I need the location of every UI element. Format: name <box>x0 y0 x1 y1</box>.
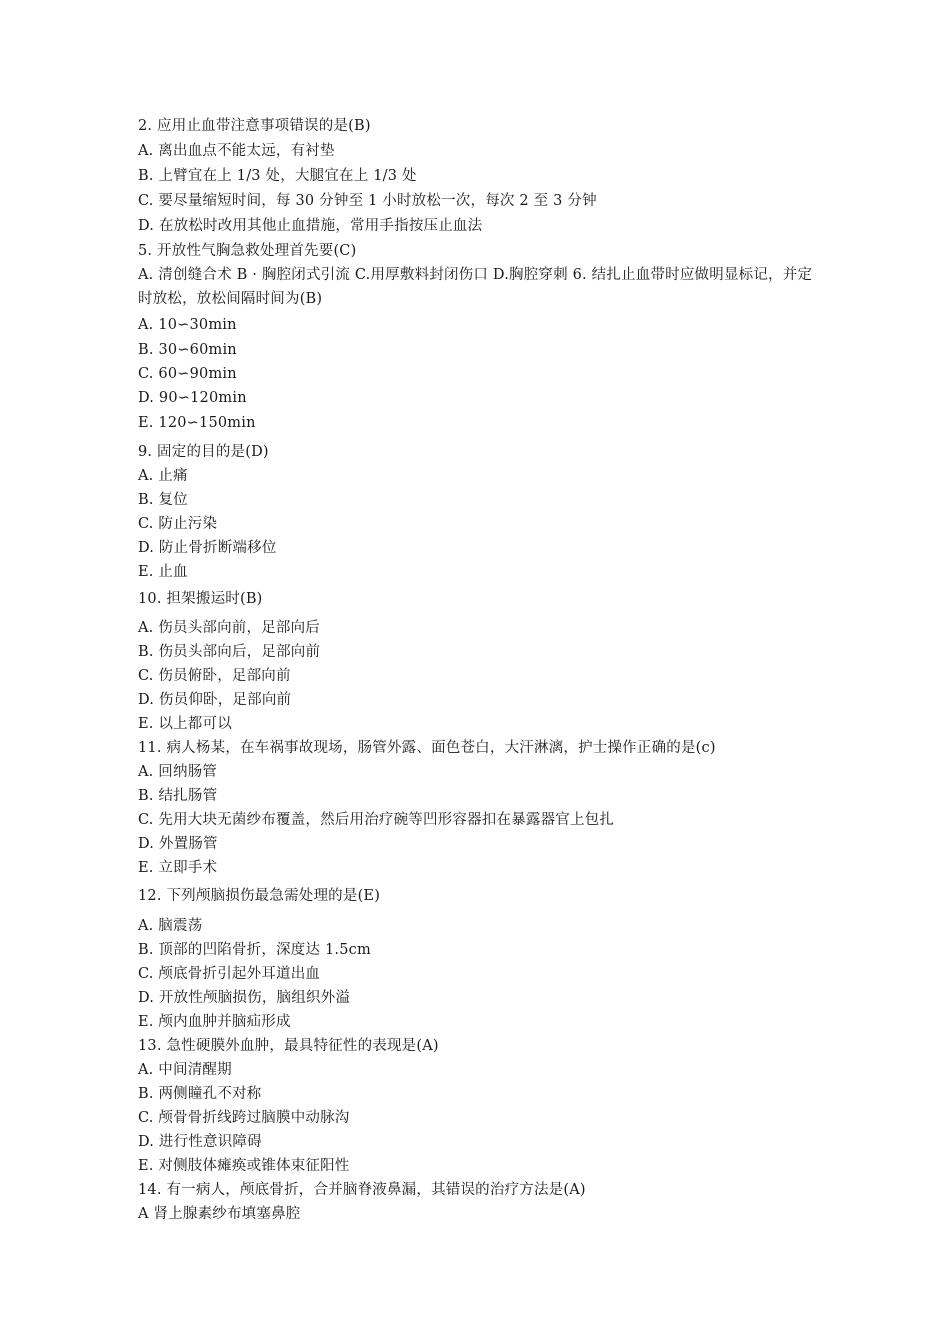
option-b: B. 两侧瞳孔不对称 <box>138 1086 262 1102</box>
question-2: 2. 应用止血带注意事项错误的是(B) <box>138 118 371 134</box>
option-a: A. 止痛 <box>138 468 188 484</box>
option-d: D. 外置肠管 <box>138 836 218 852</box>
option-c: C. 颅底骨折引起外耳道出血 <box>138 966 321 982</box>
option-d: D. 伤员仰卧，足部向前 <box>138 692 292 708</box>
option-a: A. 脑震荡 <box>138 918 203 934</box>
option-b: B. 顶部的凹陷骨折，深度达 1.5cm <box>138 942 371 958</box>
option-d: D. 开放性颅脑损伤，脑组织外溢 <box>138 990 351 1006</box>
question-9: 9. 固定的目的是(D) <box>138 444 269 460</box>
option-e: E. 颅内血肿并脑疝形成 <box>138 1014 291 1030</box>
option-a: A. 伤员头部向前，足部向后 <box>138 620 320 636</box>
option-c: C. 要尽量缩短时间，每 30 分钟至 1 小时放松一次，每次 2 至 3 分钟 <box>138 193 597 209</box>
question-11: 11. 病人杨某，在车祸事故现场，肠管外露、面色苍白，大汗淋漓，护士操作正确的是(c) <box>138 740 716 756</box>
option-b: B. 30∽60min <box>138 342 237 358</box>
option-a: A. 中间清醒期 <box>138 1062 232 1078</box>
option-e: E. 以上都可以 <box>138 716 232 732</box>
option-a: A. 10∽30min <box>138 317 237 333</box>
question-14: 14. 有一病人，颅底骨折，合并脑脊液鼻漏，其错误的治疗方法是(A) <box>138 1182 586 1198</box>
option-e: E. 止血 <box>138 564 188 580</box>
question-12: 12. 下列颅脑损伤最急需处理的是(E) <box>138 888 381 904</box>
option-d: D. 在放松时改用其他止血措施，常用手指按压止血法 <box>138 218 483 234</box>
option-e: E. 对侧肢体瘫痪或锥体束征阳性 <box>138 1158 350 1174</box>
option-e: E. 120∽150min <box>138 415 256 431</box>
option-d: D. 防止骨折断端移位 <box>138 540 277 556</box>
question-5-options-and-question-6: A. 清创缝合术 B · 胸腔闭式引流 C.用厚敷料封闭伤口 D.胸腔穿刺 6. 结扎止血带时应做明显标记，并定时放松，放松间隔时间为(B) <box>138 267 813 307</box>
question-10: 10. 担架搬运时(B) <box>138 591 263 607</box>
option-b: B. 复位 <box>138 492 188 508</box>
question-13: 13. 急性硬膜外血肿，最具特征性的表现是(A) <box>138 1038 439 1054</box>
option-c: C. 60∽90min <box>138 366 237 382</box>
option-e: E. 立即手术 <box>138 860 218 876</box>
option-b: B. 上臂宜在上 1/3 处，大腿宜在上 1/3 处 <box>138 168 417 184</box>
option-b: B. 伤员头部向后，足部向前 <box>138 644 321 660</box>
option-c: C. 颅骨骨折线跨过脑膜中动脉沟 <box>138 1110 350 1126</box>
option-a: A 肾上腺素纱布填塞鼻腔 <box>138 1206 301 1222</box>
option-d: D. 90∽120min <box>138 390 247 406</box>
option-b: B. 结扎肠管 <box>138 788 218 804</box>
option-a: A. 回纳肠管 <box>138 764 218 780</box>
option-a: A. 离出血点不能太远，有衬垫 <box>138 143 335 159</box>
option-d: D. 进行性意识障碍 <box>138 1134 262 1150</box>
question-5: 5. 开放性气胸急救处理首先要(C) <box>138 243 357 259</box>
option-c: C. 防止污染 <box>138 516 218 532</box>
option-c: C. 伤员俯卧，足部向前 <box>138 668 291 684</box>
option-c: C. 先用大块无菌纱布覆盖，然后用治疗碗等凹形容器扣在暴露器官上包扎 <box>138 812 615 828</box>
